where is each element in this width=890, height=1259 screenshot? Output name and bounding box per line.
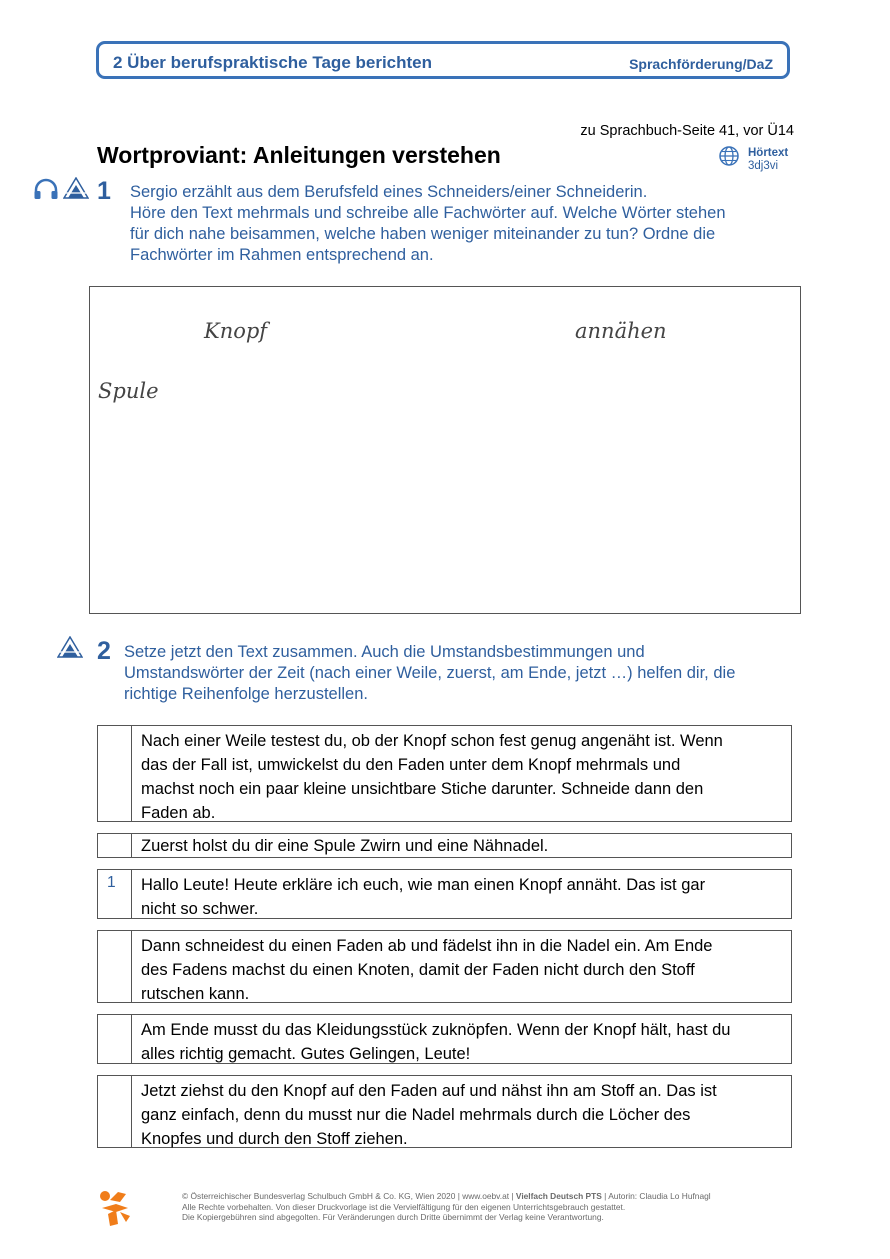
publisher-logo-icon xyxy=(96,1188,134,1228)
ordering-row xyxy=(97,833,792,858)
headphones-icon xyxy=(33,178,59,200)
row-line: nicht so schwer. xyxy=(141,900,259,918)
product-name: Vielfach Deutsch PTS xyxy=(515,1191,602,1201)
order-number-field[interactable] xyxy=(98,1076,132,1147)
row-text xyxy=(132,870,713,918)
row-line: des Fadens machst du einen Knoten, damit der Faden nicht durch den Stoff xyxy=(141,961,695,979)
row-line: Jetzt ziehst du den Knopf auf den Faden auf und nähst ihn am Stoff an. Das ist xyxy=(141,1082,717,1100)
task-1-instructions xyxy=(130,182,810,266)
row-line: Knopfes und durch den Stoff ziehen. xyxy=(141,1130,408,1148)
row-text xyxy=(132,931,720,1002)
ordering-row xyxy=(97,1014,792,1064)
row-text xyxy=(132,726,731,821)
task-2-line: Setze jetzt den Text zusammen. Auch die Umstandsbestimmungen und xyxy=(124,643,645,661)
level-pyramid-icon xyxy=(63,177,89,199)
globe-icon xyxy=(718,145,740,167)
footer-line-3: Die Kopiergebühren sind abgegolten. Für Veränderungen durch Dritte übernimmt der Verlag keine Verantwortung. xyxy=(182,1212,604,1223)
row-line: alles richtig gemacht. Gutes Gelingen, Leute! xyxy=(141,1045,471,1063)
order-number-field[interactable] xyxy=(98,931,132,1002)
copyright-text: © Österreichischer Bundesverlag Schulbuch GmbH & Co. KG, Wien 2020 | www.oebv.at | xyxy=(182,1191,516,1201)
author-text: | Autorin: Claudia Lo Hufnagl xyxy=(601,1191,711,1201)
footer-line-2: Alle Rechte vorbehalten. Von dieser Druckvorlage ist die Vervielfältigung für den eigenen Unterrichtsgebrauch gestattet. xyxy=(182,1201,626,1212)
task-2-line: richtige Reihenfolge herzustellen. xyxy=(124,685,368,703)
header-banner xyxy=(96,41,790,79)
task-1-line: Höre den Text mehrmals und schreibe alle Fachwörter auf. Welche Wörter stehen xyxy=(130,204,726,222)
ordering-row xyxy=(97,725,792,822)
word-arrangement-frame[interactable] xyxy=(89,286,801,614)
task-1-number: 1 xyxy=(97,177,111,205)
task-1-line: für dich nahe beisammen, welche haben weniger miteinander zu tun? Ordne die xyxy=(130,225,716,243)
row-line: rutschen kann. xyxy=(141,985,250,1003)
task-1-line: Fachwörter im Rahmen entsprechend an. xyxy=(130,246,434,264)
footer-legal xyxy=(182,1191,711,1223)
ordering-row xyxy=(97,930,792,1003)
row-text xyxy=(132,1076,725,1147)
level-pyramid-icon xyxy=(57,636,83,658)
handwritten-word: Knopf xyxy=(204,319,268,343)
row-text xyxy=(132,834,556,857)
handwritten-word: Spule xyxy=(98,379,159,403)
order-number-field[interactable] xyxy=(98,1015,132,1063)
footer-line-1 xyxy=(182,1191,711,1202)
ordering-row xyxy=(97,1075,792,1148)
row-line: Am Ende musst du das Kleidungsstück zuknöpfen. Wenn der Knopf hält, hast du xyxy=(141,1021,731,1039)
row-line: das der Fall ist, umwickelst du den Faden unter dem Knopf mehrmals und xyxy=(141,756,681,774)
row-line: Zuerst holst du dir eine Spule Zwirn und eine Nähnadel. xyxy=(141,837,549,855)
page-title: Wortproviant: Anleitungen verstehen xyxy=(97,142,501,168)
task-2-number: 2 xyxy=(97,637,111,665)
hoertext-code: 3dj3vi xyxy=(748,160,779,172)
task-1-line: Sergio erzählt aus dem Berufsfeld eines Schneiders/einer Schneiderin. xyxy=(130,183,648,201)
row-line: Hallo Leute! Heute erkläre ich euch, wie man einen Knopf annäht. Das ist gar xyxy=(141,876,706,894)
category-tag: Sprachförderung/DaZ xyxy=(629,56,773,72)
order-number-field[interactable]: 1 xyxy=(98,870,132,918)
task-2-instructions xyxy=(124,642,814,705)
chapter-title: 2 Über berufspraktische Tage berichten xyxy=(113,53,433,72)
handwritten-word: annähen xyxy=(575,319,667,343)
row-line: Nach einer Weile testest du, ob der Knopf schon fest genug angenäht ist. Wenn xyxy=(141,732,723,750)
order-number-field[interactable] xyxy=(98,726,132,821)
order-number-field[interactable] xyxy=(98,834,132,857)
task-2-line: Umstandswörter der Zeit (nach einer Weile, zuerst, am Ende, jetzt …) helfen dir, die xyxy=(124,664,736,682)
row-line: Dann schneidest du einen Faden ab und fädelst ihn in die Nadel ein. Am Ende xyxy=(141,937,713,955)
row-line: machst noch ein paar kleine unsichtbare Stiche darunter. Schneide dann den xyxy=(141,780,704,798)
ordering-row xyxy=(97,869,792,919)
row-line: Faden ab. xyxy=(141,804,216,822)
textbook-reference: zu Sprachbuch-Seite 41, vor Ü14 xyxy=(580,123,794,139)
row-text xyxy=(132,1015,738,1063)
row-line: ganz einfach, denn du musst nur die Nadel mehrmals durch die Löcher des xyxy=(141,1106,691,1124)
hoertext-label: Hörtext xyxy=(748,147,789,159)
